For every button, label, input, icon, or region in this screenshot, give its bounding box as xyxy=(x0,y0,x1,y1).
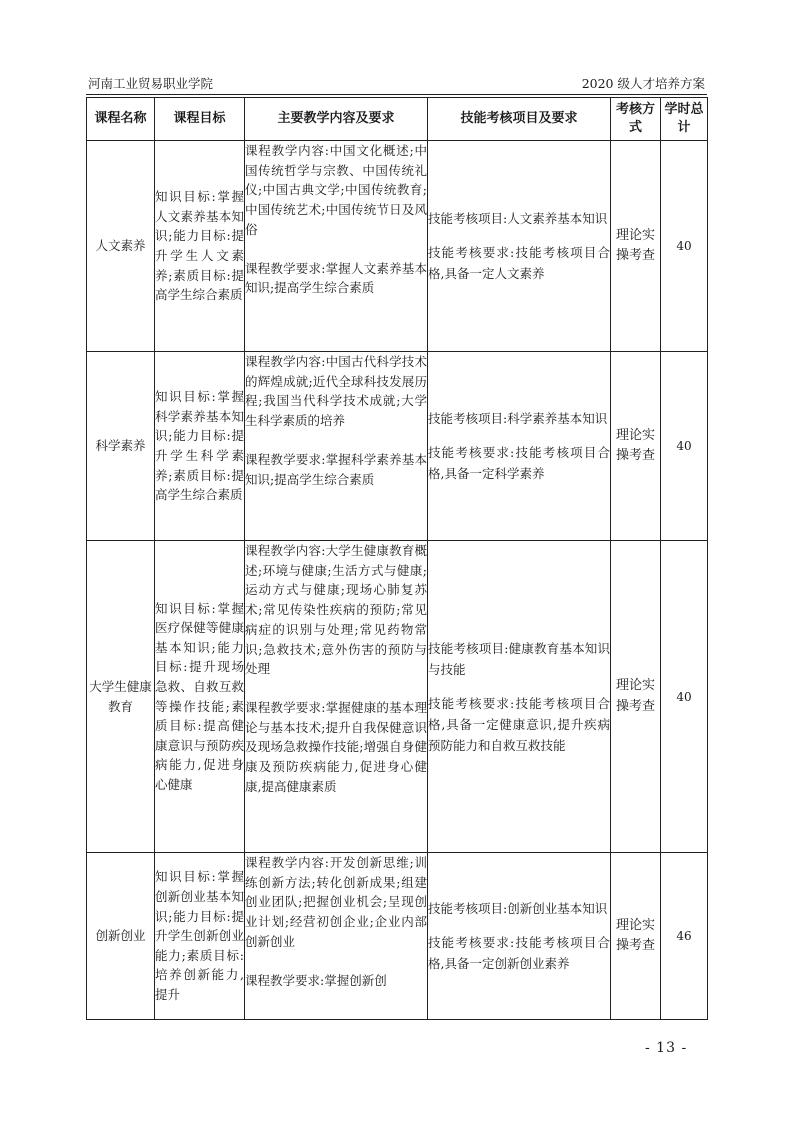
skill-item: 技能考核项目:健康教育基本知识与技能 xyxy=(428,640,610,677)
skill-assessment xyxy=(428,541,611,853)
table-header-row xyxy=(87,98,708,141)
header-teaching-content: 主要教学内容及要求 xyxy=(245,98,428,141)
teaching-content xyxy=(245,141,428,352)
assessment-method: 理论实操考查 xyxy=(611,541,661,853)
skill-item: 技能考核项目:人文素养基本知识 xyxy=(428,211,608,226)
table-row xyxy=(87,853,708,1020)
total-hours: 46 xyxy=(661,853,708,1020)
table-row xyxy=(87,352,708,541)
curriculum-table xyxy=(86,97,708,1020)
header-course-name: 课程名称 xyxy=(87,98,155,141)
teaching-content xyxy=(245,853,428,1020)
course-name: 科学素养 xyxy=(87,352,155,541)
teaching-content xyxy=(245,541,428,853)
page-number: - 13 - xyxy=(645,1040,688,1056)
header-total-hours: 学时总计 xyxy=(661,98,708,141)
assessment-method: 理论实操考查 xyxy=(611,352,661,541)
skill-requirement: 技能考核要求:技能考核项目合格,具备一定健康意识,提升疾病预防能力和自救互救技能 xyxy=(428,695,610,753)
skill-assessment xyxy=(428,141,611,352)
course-goal: 知识目标:掌握人文素养基本知识;能力目标:提升学生人文素养;素质目标:提高学生综合素质 xyxy=(155,141,245,352)
header-skill-assessment: 技能考核项目及要求 xyxy=(428,98,611,141)
header-course-goal: 课程目标 xyxy=(155,98,245,141)
assessment-method: 理论实操考查 xyxy=(611,853,661,1020)
content-text: 课程教学内容:开发创新思维;训练创新方法;转化创新成果;组建创业团队;把握创业机会;呈现创业计划;经营初创企业;企业内部创新创业 xyxy=(245,855,427,949)
page-header xyxy=(86,74,707,95)
assessment-method: 理论实操考查 xyxy=(611,141,661,352)
skill-assessment xyxy=(428,352,611,541)
header-assessment-method: 考核方式 xyxy=(611,98,661,141)
course-goal: 知识目标:掌握医疗保健等健康基本知识;能力目标:提升现场急救、自救互救等操作技能;素质目标:提高健康意识与预防疾病能力,促进身心健康 xyxy=(155,541,245,853)
teaching-content xyxy=(245,352,428,541)
total-hours: 40 xyxy=(661,352,708,541)
course-goal: 知识目标:掌握科学素养基本知识;能力目标:提升学生科学素养;素质目标:提高学生综合素质 xyxy=(155,352,245,541)
content-requirement: 课程教学要求:掌握科学素养基本知识;提高学生综合素质 xyxy=(245,451,427,487)
total-hours: 40 xyxy=(661,541,708,853)
skill-requirement: 技能考核要求:技能考核项目合格,具备一定科学素养 xyxy=(428,445,610,481)
course-name: 创新创业 xyxy=(87,853,155,1020)
skill-requirement: 技能考核要求:技能考核项目合格,具备一定人文素养 xyxy=(428,245,610,281)
content-requirement: 课程教学要求:掌握创新创 xyxy=(245,972,387,988)
skill-item: 技能考核项目:创新创业基本知识 xyxy=(428,901,608,916)
course-goal: 知识目标:掌握创新创业基本知识;能力目标:提升学生创新创业能力;素质目标:培养创新能力,提升 xyxy=(155,853,245,1020)
table-row xyxy=(87,141,708,352)
content-text: 课程教学内容:中国文化概述;中国传统哲学与宗教、中国传统礼仪;中国古典文学;中国传统教育;中国传统艺术;中国传统节日及风俗 xyxy=(245,143,427,237)
table-row xyxy=(87,541,708,853)
course-name: 大学生健康教育 xyxy=(87,541,155,853)
skill-item: 技能考核项目:科学素养基本知识 xyxy=(428,411,608,426)
school-name: 河南工业贸易职业学院 xyxy=(88,76,214,91)
total-hours: 40 xyxy=(661,141,708,352)
content-requirement: 课程教学要求:掌握人文素养基本知识;提高学生综合素质 xyxy=(245,260,427,296)
content-requirement: 课程教学要求:掌握健康的基本理论与基本技术;提升自我保健意识及现场急救操作技能;增强自身健康及预防疾病能力,促进身心健康,提高健康素质 xyxy=(245,699,427,794)
course-name: 人文素养 xyxy=(87,141,155,352)
plan-title: 2020 级人才培养方案 xyxy=(581,76,705,91)
skill-requirement: 技能考核要求:技能考核项目合格,具备一定创新创业素养 xyxy=(428,935,610,971)
content-text: 课程教学内容:中国古代科学技术的辉煌成就;近代全球科技发展历程;我国当代科学技术成就;大学生科学素质的培养 xyxy=(245,354,427,429)
content-text: 课程教学内容:大学生健康教育概述;环境与健康;生活方式与健康;运动方式与健康;现场心肺复苏术;常见传染性疾病的预防;常见病症的识别与处理;常见药物常识;急救技术;意外伤害的预防与处理 xyxy=(245,543,427,677)
skill-assessment xyxy=(428,853,611,1020)
